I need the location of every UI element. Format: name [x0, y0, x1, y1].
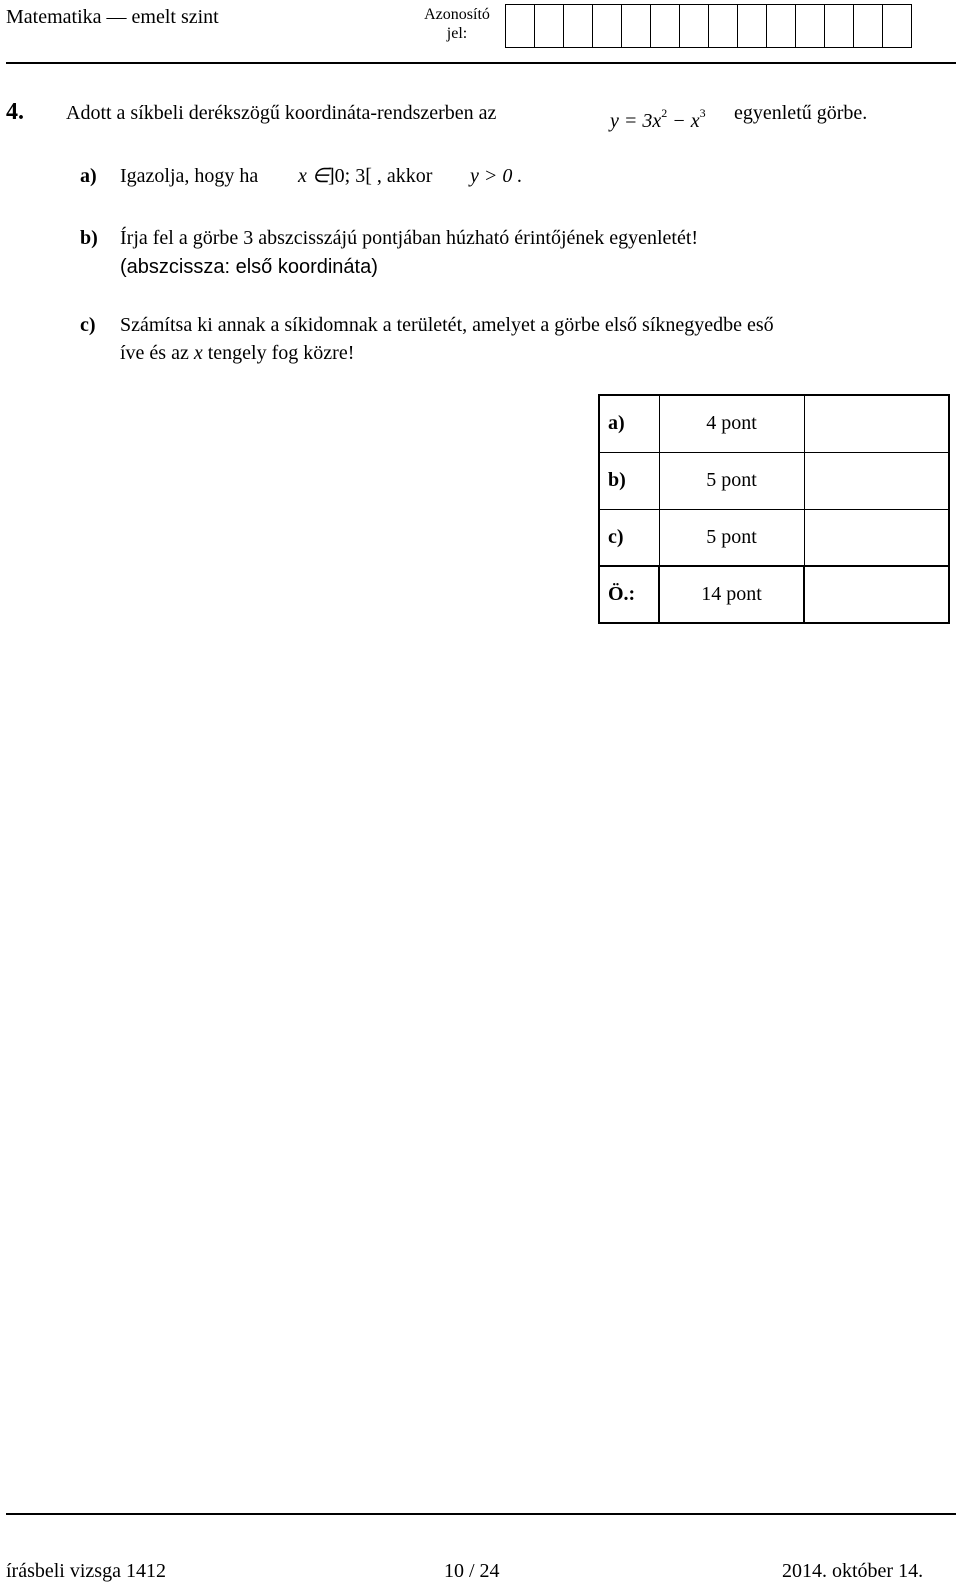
part-c-text-line2: [120, 340, 354, 366]
formula-exp-3: 3: [699, 106, 706, 120]
part-b-label: b): [80, 227, 98, 249]
score-row-points: 5 pont: [659, 452, 804, 509]
part-c-text-line1: Számítsa ki annak a síkidomnak a területét, amelyet a görbe első síknegyedbe eső: [120, 314, 774, 336]
id-box: [679, 4, 709, 48]
score-row: [599, 395, 949, 452]
problem-intro: Adott a síkbeli derékszögű koordináta-rendszerben az: [66, 102, 497, 124]
part-a-interval: ]0; 3[ , akkor: [328, 165, 433, 187]
exam-title: Matematika — emelt szint: [6, 6, 219, 28]
id-box: [737, 4, 767, 48]
problem-number: 4.: [6, 99, 24, 125]
id-box: [505, 4, 535, 48]
score-row-input: [804, 395, 949, 452]
header-divider: [6, 62, 956, 64]
footer-divider: [6, 1513, 956, 1515]
score-row: [599, 509, 949, 566]
id-box: [824, 4, 854, 48]
footer-page-number: 10 / 24: [444, 1560, 500, 1582]
part-c-line2-end: tengely fog közre!: [207, 342, 355, 364]
score-row-points: 4 pont: [659, 395, 804, 452]
part-a-math-x: x ∈: [298, 165, 330, 187]
id-box: [882, 4, 912, 48]
curve-formula: [610, 100, 706, 134]
id-box: [621, 4, 651, 48]
id-box: [853, 4, 883, 48]
formula-y: y: [610, 110, 619, 132]
part-a-math-y: y > 0 .: [470, 165, 523, 187]
part-c-x-variable: x: [193, 342, 203, 364]
part-c-label: c): [80, 314, 96, 336]
part-a-text: Igazolja, hogy ha: [120, 165, 259, 187]
part-b-text: Írja fel a görbe 3 abszcisszájú pontjában húzható érintőjének egyenletét!: [120, 227, 699, 249]
part-b-note: (abszcissza: első koordináta): [120, 256, 378, 278]
score-total-row: [599, 566, 949, 623]
score-row-label: c): [599, 509, 659, 566]
score-row-points: 5 pont: [659, 509, 804, 566]
formula-eq: = 3x: [618, 110, 662, 132]
score-total-input: [804, 566, 949, 623]
score-total-label: Ö.:: [599, 566, 659, 623]
id-box: [592, 4, 622, 48]
part-c-line2-start: íve és az: [120, 342, 189, 364]
formula-minus: − x: [667, 110, 700, 132]
id-box: [795, 4, 825, 48]
footer-exam-code: írásbeli vizsga 1412: [6, 1560, 166, 1582]
footer-date: 2014. október 14.: [782, 1560, 924, 1582]
id-box: [534, 4, 564, 48]
score-row-label: b): [599, 452, 659, 509]
score-row-label: a): [599, 395, 659, 452]
score-row: [599, 452, 949, 509]
score-table: [598, 394, 950, 624]
id-box: [766, 4, 796, 48]
id-box: [708, 4, 738, 48]
id-box: [650, 4, 680, 48]
formula-exp-2: 2: [661, 106, 668, 120]
part-a-label: a): [80, 165, 97, 187]
id-box: [563, 4, 593, 48]
id-label: Azonosító jel:: [424, 6, 490, 42]
score-row-input: [804, 509, 949, 566]
problem-intro-end: egyenletű görbe.: [734, 102, 868, 124]
score-row-input: [804, 452, 949, 509]
score-total-points: 14 pont: [659, 566, 804, 623]
id-boxes: [505, 4, 911, 48]
